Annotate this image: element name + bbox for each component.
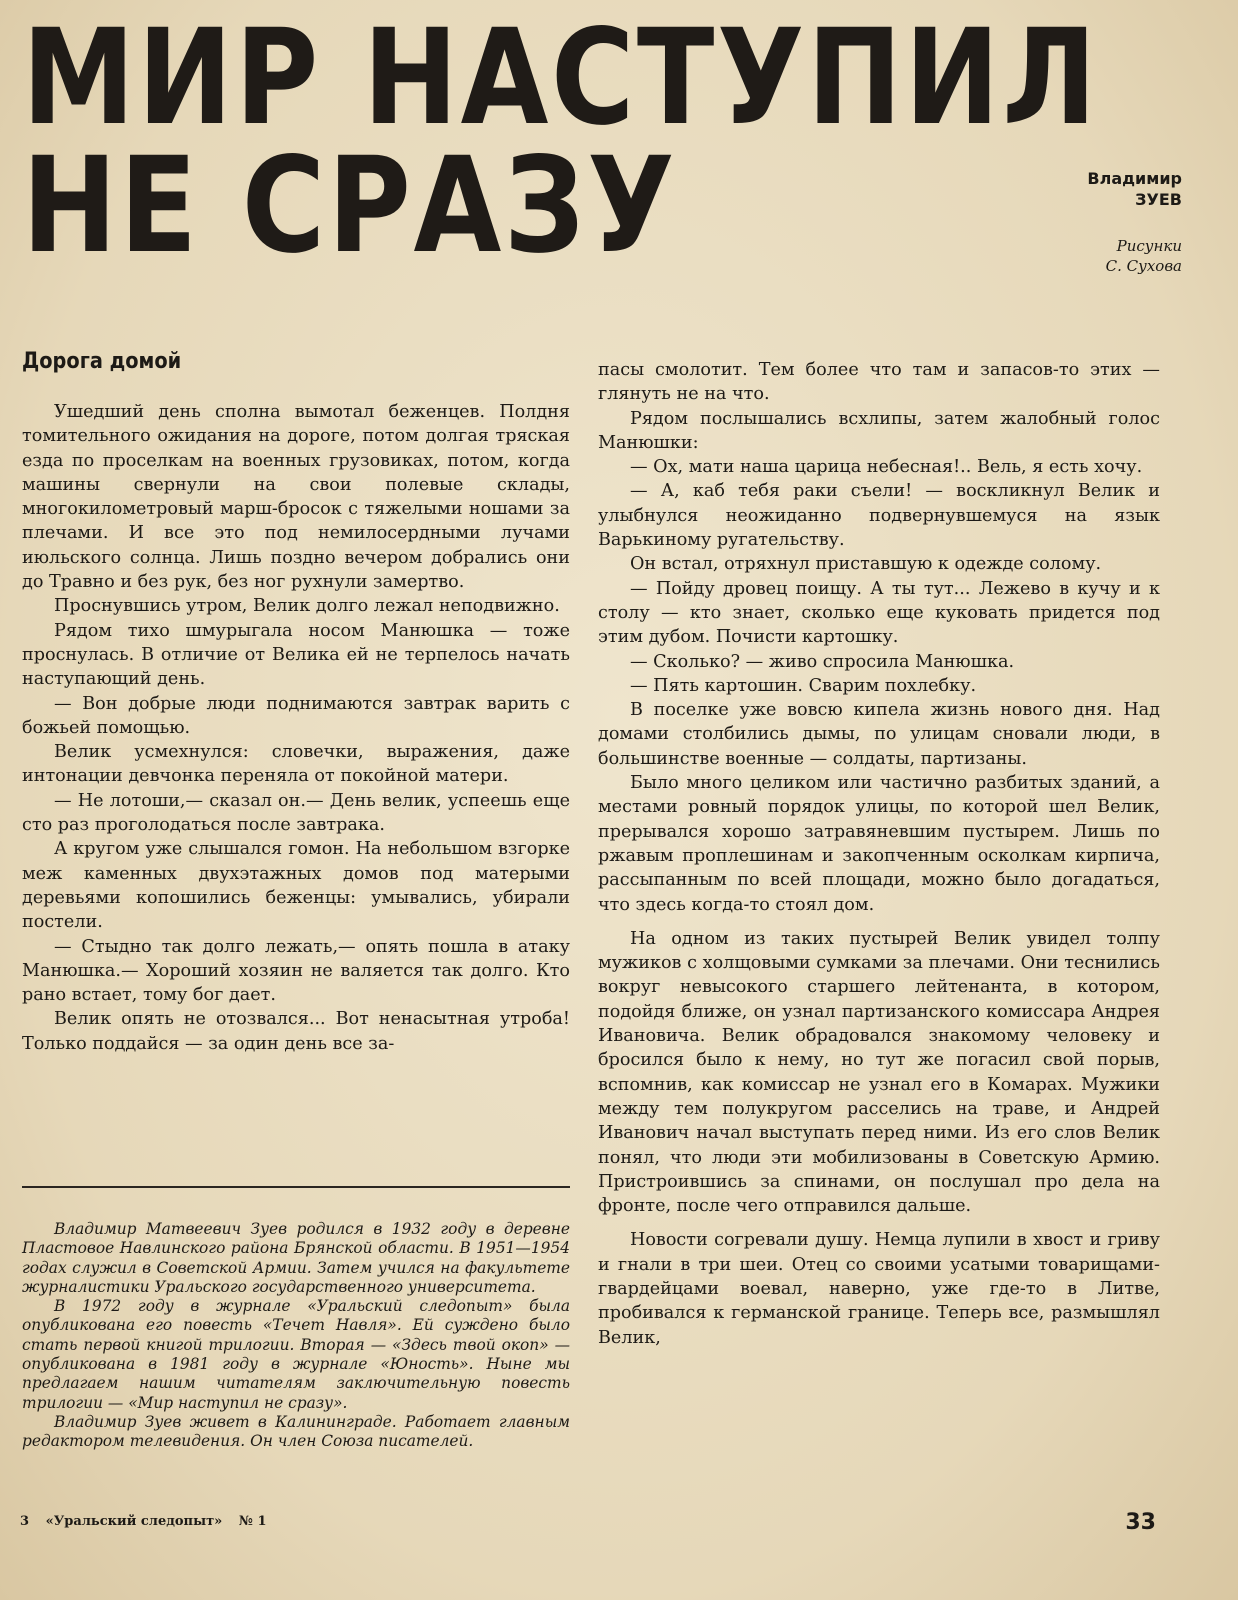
- paragraph: — Ох, мати наша царица небесная!.. Вель, я есть хочу.: [630, 457, 1143, 478]
- right-text-column: [598, 358, 1160, 1350]
- author-last-name: ЗУЕВ: [1135, 190, 1182, 209]
- bio-paragraph: Владимир Зуев живет в Калининграде. Работает главным редактором телевидения. Он член Союза писателей.: [22, 1412, 570, 1451]
- section-title: Дорога домой: [22, 349, 182, 374]
- illustration-credit-line-2: С. Сухова: [1105, 257, 1182, 275]
- illustration-credit: [962, 236, 1182, 276]
- paragraph: — Сколько? — живо спросила Манюшка.: [630, 651, 1015, 672]
- column-divider-rule: [22, 1186, 570, 1188]
- author-byline: [962, 168, 1182, 210]
- paragraph: Рядом тихо шмурыгала носом Манюшка — тоже проснулась. В отличие от Велика ей не терпелось начать наступающий день.: [22, 620, 570, 690]
- paragraph: — Пойду дровец поищу. А ты тут... Лежево в кучу и к столу — кто знает, сколько еще куковать придется под этим дубом. Почисти картошку.: [598, 578, 1160, 648]
- footer-signature: [20, 1514, 279, 1529]
- paragraph: — А, каб тебя раки съели! — воскликнул Велик и улыбнулся неожиданно подвернувшемуся на язык Варькиному ругательству.: [598, 481, 1160, 551]
- paragraph: Было много целиком или частично разбитых зданий, а местами ровный порядок улицы, по которой шел Велик, прерывался хорошо затравяневшим пустырем. Лишь по ржавым проплешинам и закопченным осколкам кирпича, рассыпанным по всей площади, можно было догадаться, что здесь когда-то стоял дом.: [598, 773, 1160, 915]
- paragraph: А кругом уже слышался гомон. На небольшом взгорке меж каменных двухэтажных домов под матерыми деревьями копошились беженцы: умывались, убирали постели.: [22, 839, 570, 933]
- paragraph: Рядом послышались всхлипы, затем жалобный голос Манюшки:: [598, 408, 1160, 453]
- paragraph: На одном из таких пустырей Велик увидел толпу мужиков с холщовыми сумками за плечами. Они теснились вокруг невысокого старшего лейтенанта, в котором, подойдя ближе, он узнал партизанского комиссара Андрея Ивановича. Велик обрадовался знакомому человеку и бросился было к нему, но тут же погасил свой порыв, вспомнив, как комиссар не узнал его в Комарах. Мужики между тем полукругом расселись на траве, и Андрей Иванович начал выступать перед ними. Из его слов Велик понял, что люди эти мобилизованы в Советскую Армию. Пристроившись за спинами, он послушал про дела на фронте, после чего отправился дальше.: [598, 928, 1160, 1217]
- page-number: 33: [1125, 1510, 1156, 1535]
- paragraph: Новости согревали душу. Немца лупили в хвост и гриву и гнали в три шеи. Отец со своими усатыми товарищами-гвардейцами воевал, наверно, уже где-то в Литве, пробивался к германской границе. Теперь все, размышлял Велик,: [598, 1230, 1160, 1348]
- bio-paragraph: Владимир Матвеевич Зуев родился в 1932 году в деревне Пластовое Навлинского района Брянской области. В 1951—1954 годах служил в Советской Армии. Затем учился на факультете журналистики Уральского государственного университета.: [22, 1220, 570, 1296]
- paragraph: Велик опять не отозвался... Вот ненасытная утроба! Только поддайся — за один день все за-: [22, 1009, 570, 1054]
- paragraph: — Не лотоши,— сказал он.— День велик, успеешь еще сто раз проголодаться после завтрака.: [22, 790, 570, 836]
- headline-line-2: НЕ СРАЗУ: [22, 129, 678, 283]
- left-text-column: [22, 400, 570, 1056]
- paragraph: — Пять картошин. Сварим похлебку.: [630, 675, 977, 696]
- author-first-name: Владимир: [1087, 169, 1182, 188]
- paragraph: — Стыдно так долго лежать,— опять пошла в атаку Манюшка.— Хороший хозяин не валяется так долго. Кто рано встает, тому бог дает.: [22, 936, 570, 1006]
- paragraph: Он встал, отряхнул приставшую к одежде солому.: [630, 554, 1102, 575]
- article-headline: [22, 1, 1100, 283]
- footer-magazine-name: «Уральский следопыт»: [45, 1514, 223, 1529]
- paragraph: В поселке уже вовсю кипела жизнь нового дня. Над домами столбились дымы, по улицам сновали люди, в большинстве военные — солдаты, партизаны.: [598, 700, 1160, 769]
- bio-paragraph: В 1972 году в журнале «Уральский следопыт» была опубликована его повесть «Течет Навля». Ей суждено было стать первой книгой трилогии. Вторая — «Здесь твой окоп» — опубликована в 1981 году в журнале «Юность». Ныне мы предлагаем нашим читателям заключительную повесть трилогии — «Мир наступил не сразу».: [22, 1297, 570, 1412]
- paragraph: пасы смолотит. Тем более что там и запасов-то этих — глянуть не на что.: [598, 360, 1160, 405]
- paragraph: Ушедший день сполна вымотал беженцев. Полдня томительного ожидания на дороге, потом долгая тряская езда по проселкам на военных грузовиках, потом, когда машины свернули на свои полевые склады, многокилометровый марш-бросок с тяжелыми ношами за плечами. И все это под немилосердными лучами июльского солнца. Лишь поздно вечером добрались они до Травно и без рук, без ног рухнули замертво.: [22, 402, 570, 593]
- author-bio: [22, 1220, 570, 1452]
- paragraph: — Вон добрые люди поднимаются завтрак варить с божьей помощью.: [22, 693, 570, 738]
- paragraph: Проснувшись утром, Велик долго лежал неподвижно.: [54, 596, 560, 617]
- paragraph: Велик усмехнулся: словечки, выражения, даже интонации девчонка переняла от покойной матери.: [22, 742, 570, 787]
- footer-sheet-number: 3: [20, 1514, 30, 1529]
- headline-line-1: МИР НАСТУПИЛ: [22, 1, 1100, 155]
- footer-issue: № 1: [238, 1514, 267, 1529]
- illustration-credit-line-1: Рисунки: [1116, 237, 1182, 255]
